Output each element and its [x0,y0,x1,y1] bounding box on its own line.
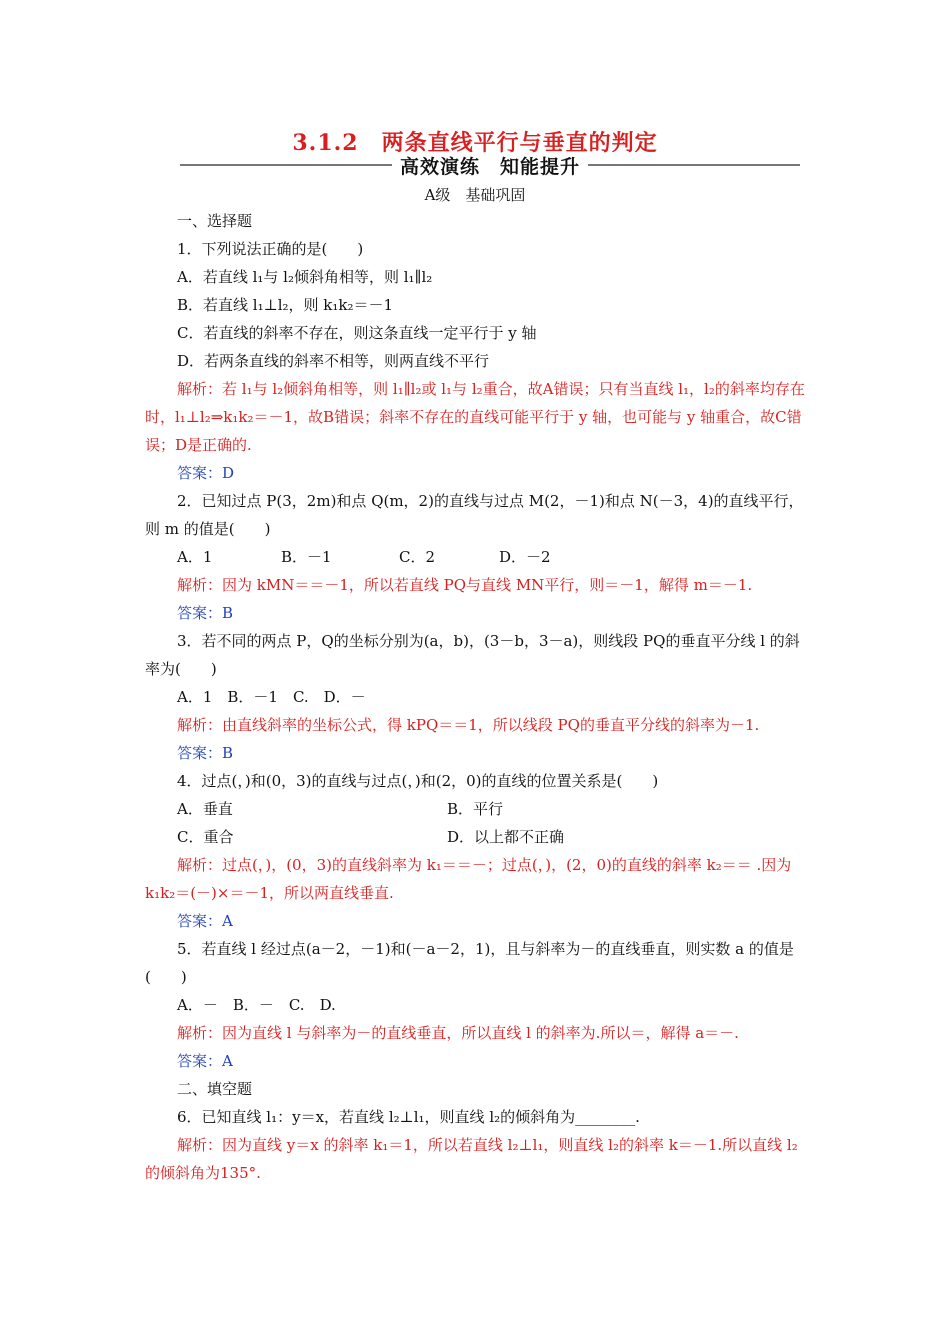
q2-option-c: C．2 [399,548,436,566]
q2-option-b: B．－1 [281,548,332,566]
q3-options: A．1 B．－1 C. D．－ [177,688,366,706]
level-heading: A级 基础巩固 [424,186,526,204]
page-title: 3.1.2 两条直线平行与垂直的判定 [292,130,658,156]
q3-answer: 答案：B [177,744,234,762]
q2-answer: 答案：B [177,604,234,622]
q4-option-c: C．重合 [177,828,234,846]
q4-option-a: A．垂直 [177,800,233,818]
q5-analysis: 解析：因为直线 l 与斜率为－的直线垂直，所以直线 l 的斜率为.所以＝，解得 a＝－. [177,1024,739,1042]
q4-answer: 答案：A [177,912,233,930]
q1-option-a: A．若直线 l₁与 l₂倾斜角相等，则 l₁∥l₂ [177,268,433,286]
q5-answer: 答案：A [177,1052,233,1070]
section-heading-choice: 一、选择题 [177,212,253,230]
q1-option-d: D．若两条直线的斜率不相等，则两直线不平行 [177,352,490,370]
subtitle: 高效演练 知能提升 [392,156,588,178]
q4-analysis: 解析：过点(，)，(0，3)的直线斜率为 k₁＝＝－；过点(，)，(2，0)的直线的斜率 k₂＝＝ .因为 k₁k₂＝(－)×＝－1，所以两直线垂直. [145,856,792,902]
q6-stem: 6．已知直线 l₁：y＝x，若直线 l₂⊥l₁，则直线 l₂的倾斜角为________. [177,1108,640,1126]
q3-analysis: 解析：由直线斜率的坐标公式，得 kPQ＝＝1，所以线段 PQ的垂直平分线的斜率为－1. [177,716,760,734]
q1-option-b: B．若直线 l₁⊥l₂，则 k₁k₂＝－1 [177,296,394,314]
q1-analysis: 解析：若 l₁与 l₂倾斜角相等，则 l₁∥l₂或 l₁与 l₂重合，故A错误；只有当直线 l₁，l₂的斜率均存在时，l₁⊥l₂⇒k₁k₂＝－1，故B错误；斜率不存在的直线可能平行于 y 轴，也可能与 y 轴重合，故C错误；D是正确的. [145,380,805,454]
q2-stem: 2．已知过点 P(3，2m)和点 Q(m，2)的直线与过点 M(2，－1)和点 N(－3，4)的直线平行，则 m 的值是( ) [145,492,804,538]
q4-option-d: D．以上都不正确 [447,828,565,846]
q4-options-row1 [145,795,807,823]
q6-analysis: 解析：因为直线 y＝x 的斜率 k₁＝1，所以若直线 l₂⊥l₁，则直线 l₂的斜率 k＝－1.所以直线 l₂的倾斜角为135°. [145,1136,798,1182]
section-heading-fill: 二、填空题 [177,1080,253,1098]
q1-option-c: C．若直线的斜率不存在，则这条直线一定平行于 y 轴 [177,324,537,342]
q3-stem: 3．若不同的两点 P，Q的坐标分别为(a，b)，(3－b，3－a)，则线段 PQ的垂直平分线 l 的斜率为( ) [145,632,800,678]
q1-stem: 1．下列说法正确的是( ) [177,240,364,258]
subtitle-banner [180,152,800,178]
q5-options: A．－ B．－ C. D. [177,996,336,1014]
q2-analysis: 解析：因为 kMN＝＝－1，所以若直线 PQ与直线 MN平行，则＝－1，解得 m＝－1. [177,576,753,594]
q2-option-a: A．1 [177,548,213,566]
q4-option-b: B．平行 [447,800,504,818]
q4-options-row2 [145,823,807,851]
q5-stem: 5．若直线 l 经过点(a－2，－1)和(－a－2，1)，且与斜率为－的直线垂直，则实数 a 的值是( ) [145,940,794,986]
q1-answer: 答案：D [177,464,235,482]
q2-options [145,543,807,571]
q4-stem: 4．过点(，)和(0，3)的直线与过点(，)和(2，0)的直线的位置关系是( ) [177,772,659,790]
q2-option-d: D．－2 [499,548,551,566]
document-body [145,207,807,1187]
